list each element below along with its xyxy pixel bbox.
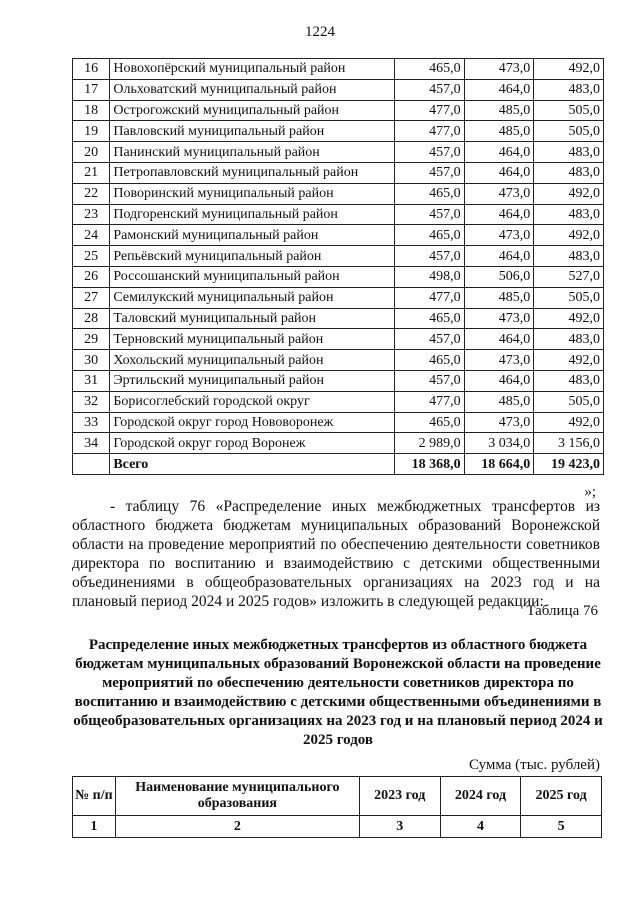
value-2024: 3 034,0 [464,433,534,454]
municipality-name: Россошанский муниципальный район [110,266,395,287]
column-index-row [73,816,602,838]
row-number: 31 [73,370,110,391]
table-row [73,433,604,454]
value-2024: 485,0 [464,287,534,308]
index-cell: 5 [521,816,602,838]
value-2025: 483,0 [534,79,604,100]
value-2024: 485,0 [464,121,534,142]
table-row [73,79,604,100]
table-row [73,100,604,121]
total-2023: 18 368,0 [395,454,465,475]
row-number: 24 [73,225,110,246]
value-2023: 465,0 [395,350,465,371]
value-2024: 473,0 [464,183,534,204]
table-row [73,412,604,433]
value-2023: 465,0 [395,225,465,246]
table-row [73,329,604,350]
amendment-text: - таблицу 76 «Распределение иных межбюджетных трансфертов из областного бюджета бюджетам муниципальных образований Воронежской области на проведение мероприятий по обеспечению деятельности советников директора по воспитанию и взаимодействию с детскими общественными объединениями в общеобразовательных организациях на 2023 год и на плановый период 2024 и 2025 годов» изложить в следующей редакции: [72,498,600,610]
row-number: 21 [73,162,110,183]
value-2025: 505,0 [534,121,604,142]
row-number: 20 [73,142,110,163]
value-2023: 477,0 [395,121,465,142]
municipality-name: Петропавловский муниципальный район [110,162,395,183]
value-2024: 464,0 [464,79,534,100]
table-row [73,162,604,183]
table-heading: Распределение иных межбюджетных трансфертов из областного бюджета бюджетам муниципальных образований Воронежской области на проведение мероприятий по обеспечению деятельности советников директора по воспитанию и взаимодействию с детскими общественными объединениями в общеобразовательных организациях на 2023 год и на плановый период 2024 и 2025 годов [73,637,603,748]
table-row [73,225,604,246]
value-2023: 457,0 [395,246,465,267]
value-2023: 465,0 [395,308,465,329]
value-2025: 492,0 [534,308,604,329]
value-2023: 465,0 [395,183,465,204]
closing-quote: »; [584,484,596,500]
row-number: 30 [73,350,110,371]
municipality-name: Городской округ город Воронеж [110,433,395,454]
table-row [73,183,604,204]
municipality-name: Новохопёрский муниципальный район [110,59,395,80]
value-2025: 527,0 [534,266,604,287]
value-2024: 464,0 [464,370,534,391]
total-label: Всего [110,454,395,475]
municipality-name: Терновский муниципальный район [110,329,395,350]
row-number: 33 [73,412,110,433]
value-2024: 464,0 [464,142,534,163]
row-number: 32 [73,391,110,412]
row-number: 16 [73,59,110,80]
value-2024: 485,0 [464,100,534,121]
municipality-name: Павловский муниципальный район [110,121,395,142]
value-2023: 465,0 [395,59,465,80]
row-number: 29 [73,329,110,350]
table-row [73,121,604,142]
table-label: Таблица 76 [526,603,598,619]
value-2023: 465,0 [395,412,465,433]
value-2024: 464,0 [464,329,534,350]
value-2025: 483,0 [534,246,604,267]
total-2025: 19 423,0 [534,454,604,475]
value-2023: 457,0 [395,204,465,225]
row-number: 25 [73,246,110,267]
row-number: 28 [73,308,110,329]
value-2023: 457,0 [395,79,465,100]
index-cell: 4 [440,816,521,838]
header-2024: 2024 год [440,777,521,816]
value-2023: 457,0 [395,162,465,183]
table-row [73,350,604,371]
table-row [73,287,604,308]
municipality-name: Городской округ город Нововоронеж [110,412,395,433]
value-2023: 2 989,0 [395,433,465,454]
municipality-name: Острогожский муниципальный район [110,100,395,121]
value-2024: 464,0 [464,162,534,183]
municipality-name: Семилукский муниципальный район [110,287,395,308]
value-2025: 492,0 [534,350,604,371]
table-row [73,370,604,391]
value-2025: 483,0 [534,329,604,350]
row-number: 34 [73,433,110,454]
row-number: 19 [73,121,110,142]
value-2025: 505,0 [534,287,604,308]
table-row [73,266,604,287]
value-2023: 477,0 [395,391,465,412]
value-2025: 483,0 [534,162,604,183]
header-2023: 2023 год [359,777,440,816]
value-2023: 457,0 [395,370,465,391]
table-76-header [72,776,602,838]
municipality-name: Эртильский муниципальный район [110,370,395,391]
unit-label: Сумма (тыс. рублей) [468,757,600,773]
transfers-table-continued [72,58,604,475]
municipality-name: Ольховатский муниципальный район [110,79,395,100]
value-2023: 477,0 [395,287,465,308]
value-2025: 483,0 [534,142,604,163]
value-2024: 473,0 [464,350,534,371]
municipality-name: Рамонский муниципальный район [110,225,395,246]
value-2025: 505,0 [534,100,604,121]
value-2024: 464,0 [464,204,534,225]
value-2025: 3 156,0 [534,433,604,454]
value-2025: 492,0 [534,59,604,80]
value-2025: 483,0 [534,204,604,225]
row-number: 18 [73,100,110,121]
municipality-name: Репьёвский муниципальный район [110,246,395,267]
table-row [73,142,604,163]
index-cell: 1 [73,816,116,838]
value-2024: 473,0 [464,59,534,80]
value-2024: 473,0 [464,308,534,329]
header-2025: 2025 год [521,777,602,816]
row-number: 27 [73,287,110,308]
value-2024: 473,0 [464,225,534,246]
value-2024: 485,0 [464,391,534,412]
municipality-name: Подгоренский муниципальный район [110,204,395,225]
municipality-name: Хохольский муниципальный район [110,350,395,371]
value-2023: 477,0 [395,100,465,121]
row-number: 23 [73,204,110,225]
value-2024: 506,0 [464,266,534,287]
header-num: № п/п [73,777,116,816]
municipality-name: Таловский муниципальный район [110,308,395,329]
value-2025: 505,0 [534,391,604,412]
header-name: Наименование муниципального образования [115,777,359,816]
value-2023: 457,0 [395,142,465,163]
index-cell: 2 [115,816,359,838]
index-cell: 3 [359,816,440,838]
value-2025: 483,0 [534,370,604,391]
row-number: 17 [73,79,110,100]
table-row [73,59,604,80]
table-row [73,308,604,329]
table-row [73,204,604,225]
row-number: 26 [73,266,110,287]
value-2023: 498,0 [395,266,465,287]
value-2025: 492,0 [534,225,604,246]
value-2024: 464,0 [464,246,534,267]
value-2023: 457,0 [395,329,465,350]
page-number: 1224 [305,24,335,40]
value-2025: 492,0 [534,183,604,204]
value-2025: 492,0 [534,412,604,433]
total-row [73,454,604,475]
total-2024: 18 664,0 [464,454,534,475]
table-row [73,391,604,412]
table-row [73,246,604,267]
municipality-name: Борисоглебский городской округ [110,391,395,412]
amendment-paragraph [72,497,600,611]
municipality-name: Панинский муниципальный район [110,142,395,163]
header-row [73,777,602,816]
municipality-name: Поворинский муниципальный район [110,183,395,204]
total-empty-cell [73,454,110,475]
value-2024: 473,0 [464,412,534,433]
row-number: 22 [73,183,110,204]
